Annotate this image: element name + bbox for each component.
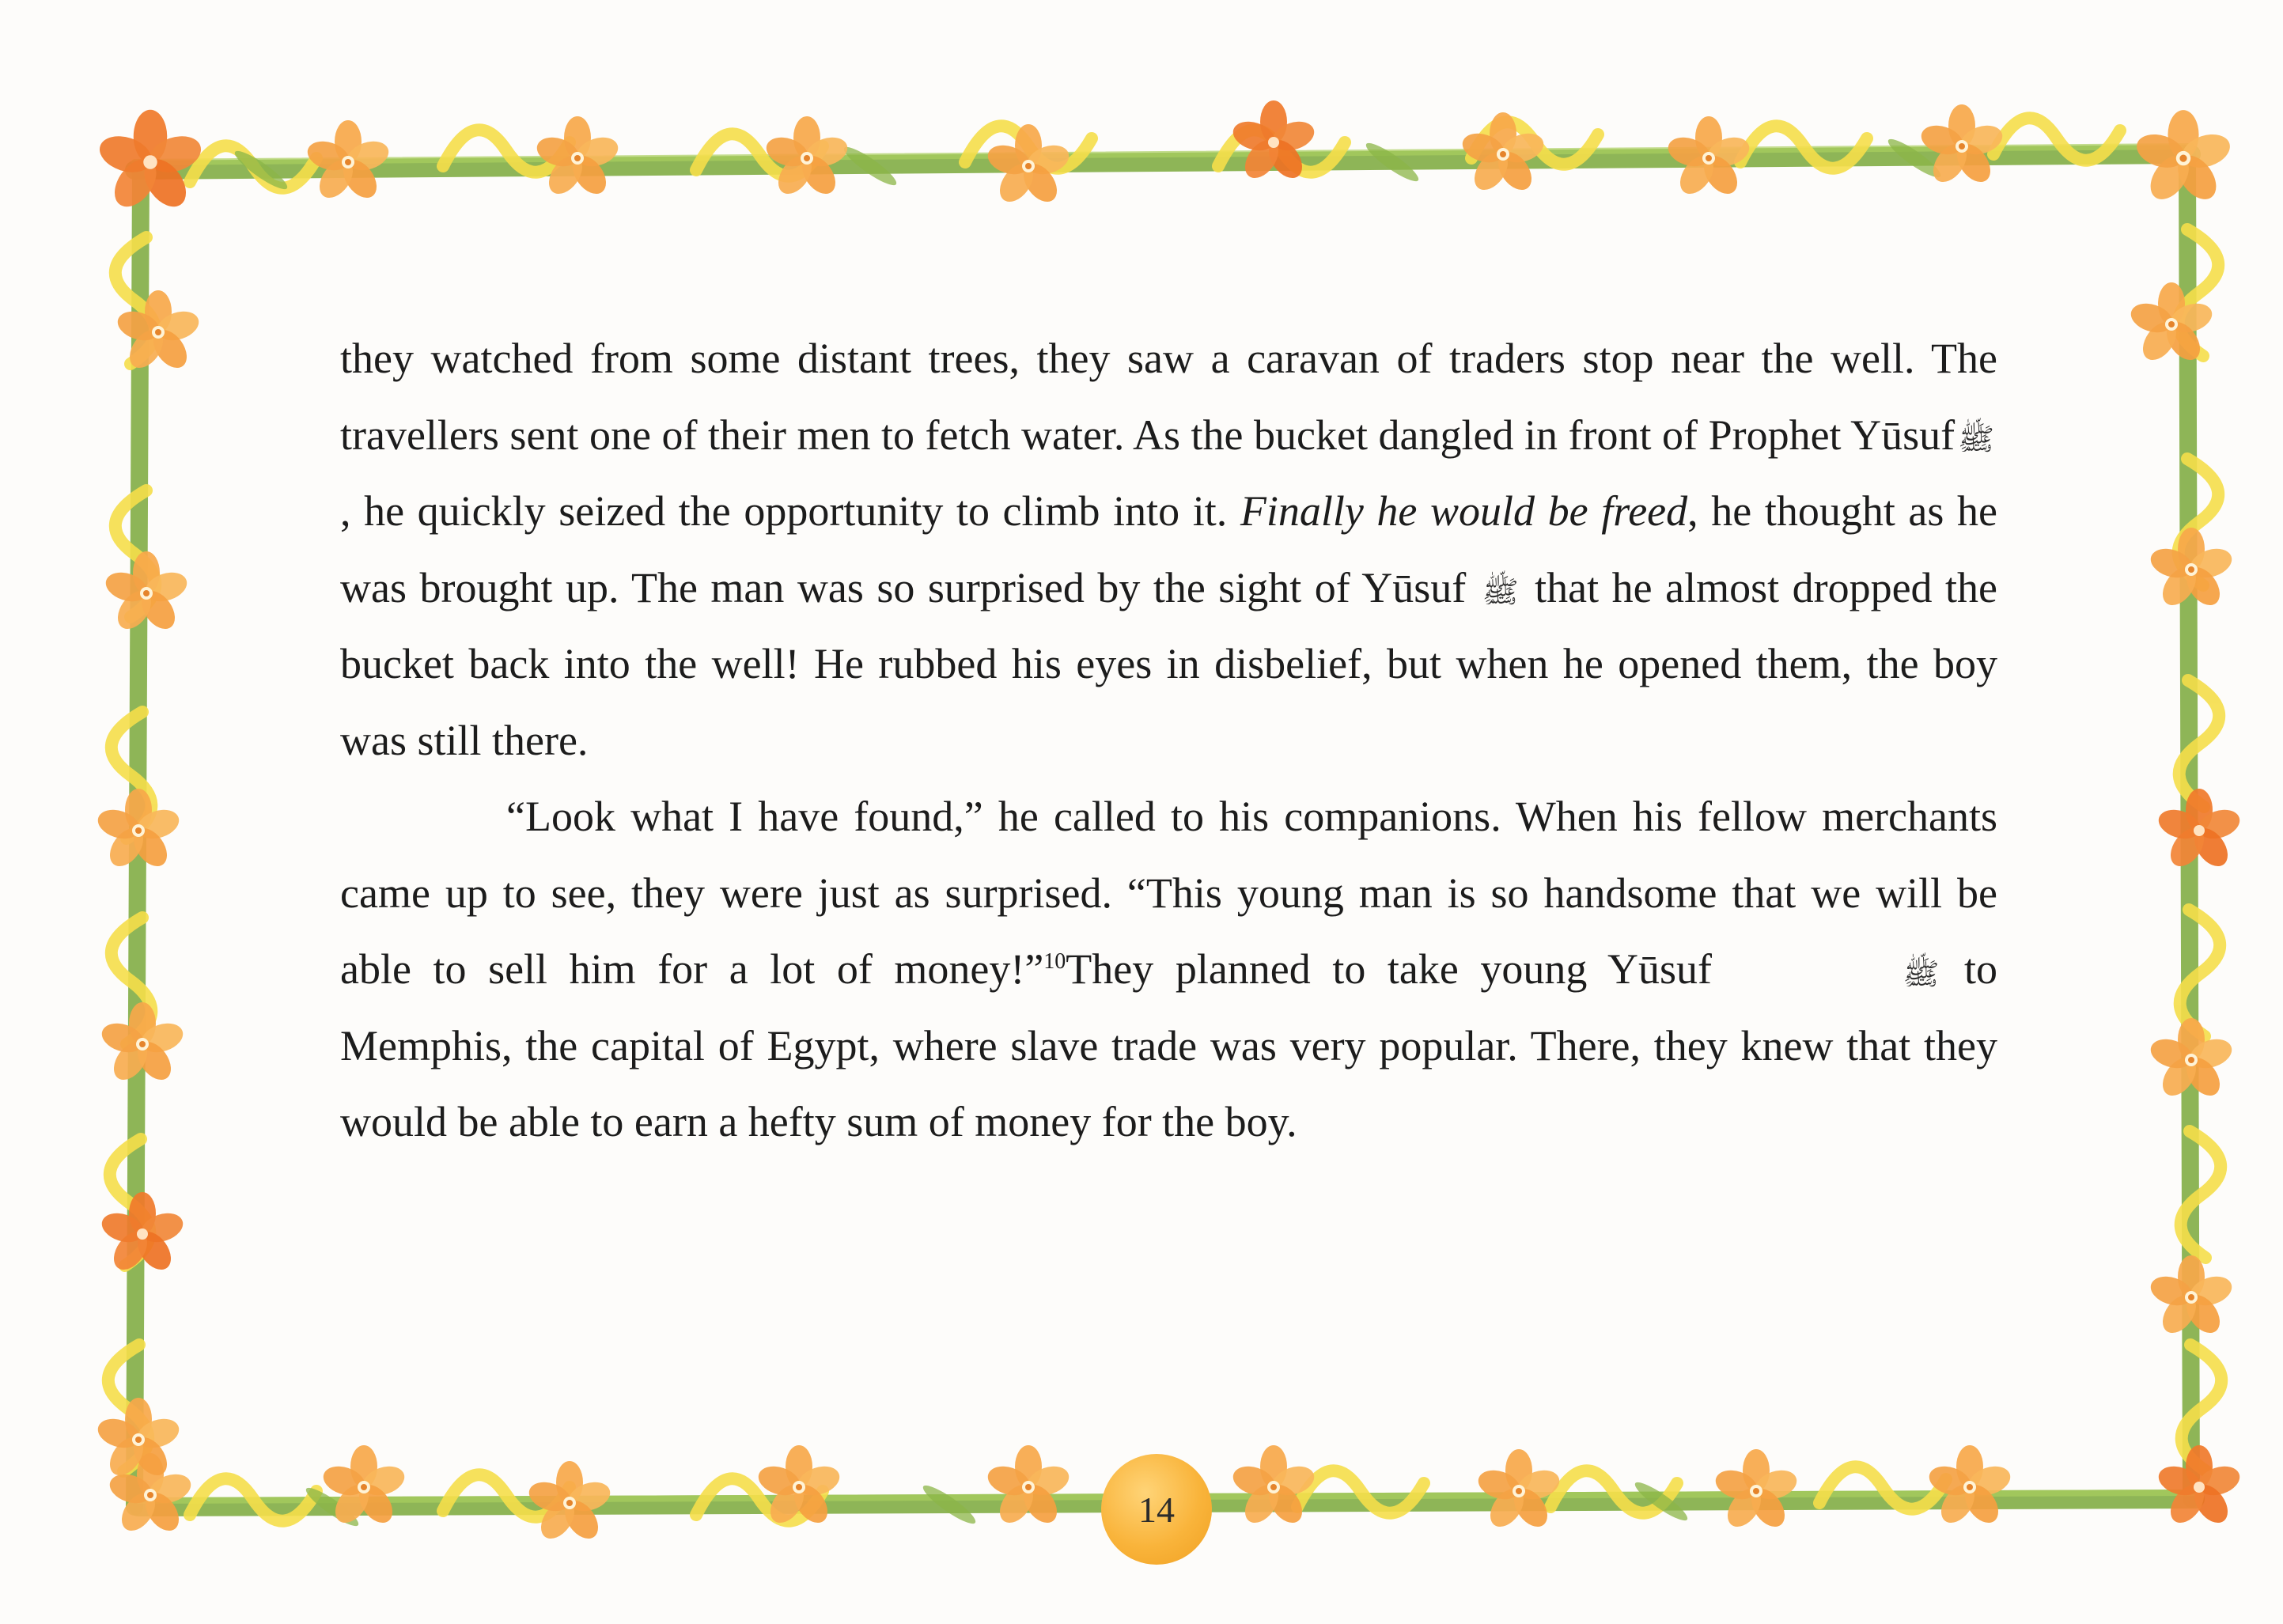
text-span: , he quickly seized the opportunity to climb into it. <box>340 487 1240 535</box>
page-number-badge <box>1101 1454 1212 1565</box>
paragraph <box>340 778 1997 1160</box>
text-span: that he almost dropped the bucket back into the well! He rubbed his eyes in disbelief, but when he opened them, the boy was still there. <box>340 563 1997 764</box>
italic-thought: Finally he would be freed <box>1240 487 1688 535</box>
text-span: “Look what I have found,” he called to his companions. When his fellow merchants came up to see, they were just as surprised. “This young man is so handsome that we will be able to sell him for a lot of money!” <box>340 793 1997 993</box>
text-span: , he thought as he was brought up. The man was so surprised by the sight of Yūsuf <box>340 487 1997 611</box>
text-span: They planned to take young Yūsuf <box>1066 945 1712 993</box>
text-span: they watched from some distant trees, they saw a caravan of traders stop near the well. The travellers sent one of their men to fetch water. As the bucket dangled in front of Prophet Yūsuf <box>340 335 1997 459</box>
honorific-icon: ﷺ <box>1482 574 1519 610</box>
page-number: 14 <box>1138 1489 1175 1530</box>
honorific-icon: ﷺ <box>1958 422 1994 457</box>
footnote-reference: 10 <box>1043 949 1066 974</box>
paragraph <box>340 320 1997 778</box>
story-text <box>340 320 1997 1160</box>
honorific-icon: ﷺ <box>1902 956 1940 991</box>
text-span: to Memphis, the capital of Egypt, where slave trade was very popular. There, they knew that they would be able to earn a hefty sum of money for the boy. <box>340 945 1998 1145</box>
